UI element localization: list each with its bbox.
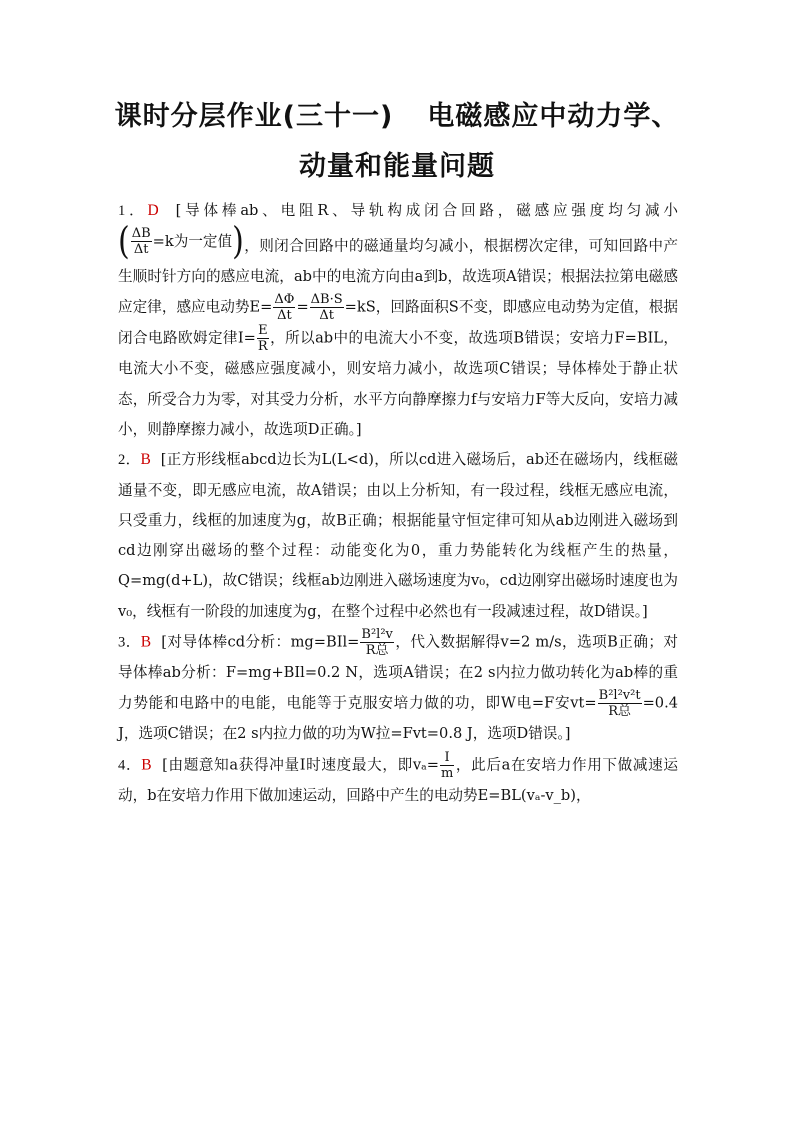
- fraction-numerator: B²l²v: [361, 627, 393, 643]
- fraction: [310, 292, 344, 323]
- explanation-text: ，所以ab中的电流大小不变，故选项B错误；安培力F=BIL，电流大小不变，磁感应强度减小，则安培力减小，故选项C错误；导体棒处于静止状态，所受合力为零，对其受力分析，水平方向静摩擦力f与安培力F等大反向，安培力减小，则静摩擦力减小，故选项D正确。]: [118, 329, 678, 438]
- fraction-denominator: Δt: [131, 241, 152, 257]
- fraction-numerator: ΔB·S: [310, 292, 343, 308]
- title-part-a: 课时分层作业(三十一): [114, 101, 394, 132]
- explanation-text: =kS，回路面积S不变，即感应电动势为定值，根据闭合电路欧姆定律I=: [118, 298, 678, 347]
- answer-item-4: [118, 750, 678, 811]
- fraction-denominator: Δt: [273, 307, 295, 323]
- explanation-text: =: [296, 298, 309, 316]
- fraction-numerator: B²l²v²t: [598, 688, 641, 704]
- answer-content: [118, 196, 678, 811]
- answer-item-2: [118, 445, 678, 627]
- fraction-numerator: ΔΦ: [274, 292, 295, 308]
- item-number: 1．: [118, 203, 148, 219]
- item-number: 4．: [118, 757, 142, 774]
- fraction: [360, 627, 393, 658]
- fraction: [440, 750, 454, 781]
- answer-item-1: [118, 196, 678, 445]
- page-title-line-2: 动量和能量问题: [299, 151, 495, 182]
- item-number: 2．: [118, 452, 141, 469]
- explanation-text: [对导体棒cd分析：mg=BIl=: [161, 633, 360, 651]
- explanation-text: =k为一定值: [152, 232, 233, 250]
- fraction-denominator: R总: [598, 703, 642, 719]
- fraction-denominator: m: [440, 765, 454, 781]
- fraction: [257, 323, 269, 354]
- fraction-denominator: R总: [360, 642, 393, 658]
- explanation-text: ，此后a在安培力作用下做减速运动，b在安培力作用下做加速运动，回路中产生的电动势E=BL(vₐ-v_b)，: [118, 756, 678, 804]
- explanation-text: ，代入数据解得v=2 m/s，选项B正确；对导体棒ab分析：F=mg+BIl=0.2 N，选项A错误；在2 s内拉力做功转化为ab棒的重力势能和电路中的电能，电能等于克服安培力做的功，即W电=F安vt=: [118, 633, 678, 712]
- answer-letter: B: [141, 756, 152, 774]
- answer-letter: B: [140, 451, 151, 469]
- title-part-b: 电磁感应中动力学、: [427, 101, 680, 132]
- item-number: 3．: [118, 634, 141, 651]
- fraction: [598, 688, 642, 719]
- explanation-text: =0.4 J，选项C错误；在2 s内拉力做的功为W拉=Fvt=0.8 J，选项D错误。]: [118, 694, 678, 743]
- explanation-text: [由题意知a获得冲量I时速度最大，即vₐ=: [162, 756, 439, 774]
- fraction-numerator: ΔB: [131, 226, 151, 242]
- explanation-text: [导体棒ab、电阻R、导轨构成闭合回路，磁感应强度均匀减小: [175, 202, 678, 219]
- explanation-text: ，则闭合回路中的磁通量均匀减小，根据楞次定律，可知回路中产生顺时针方向的感应电流，ab中的电流方向由a到b，故选项A错误；根据法拉第电磁感应定律，感应电动势E=: [118, 237, 678, 316]
- fraction: [273, 292, 295, 323]
- explanation-text: [正方形线框abcd边长为L(L<d)，所以cd进入磁场后，ab还在磁场内，线框磁通量不变，即无感应电流，故A错误；由以上分析知，有一段过程，线框无感应电流，只受重力，线框的加速度为g，故B正确；根据能量守恒定律可知从ab边刚进入磁场到cd边刚穿出磁场的整个过程：动能变化为0，重力势能转化为线框产生的热量，Q=mg(d+L)，故C错误；线框ab边刚进入磁场速度为v₀，cd边刚穿出磁场时速度也为v₀，线框有一阶段的加速度为g，在整个过程中必然也有一段减速过程，故D错误。]: [118, 451, 678, 620]
- fraction-denominator: Δt: [310, 307, 344, 323]
- parenthesized-expression: ( $\frac{\Delta B}{\Delta t}$ =k为一定值 ): [118, 219, 244, 264]
- page-title-line-1: [0, 100, 794, 134]
- fraction-numerator: I: [444, 749, 450, 765]
- answer-letter: D: [147, 202, 159, 219]
- answer-item-3: [118, 627, 678, 750]
- fraction: [131, 226, 152, 257]
- fraction-denominator: R: [257, 339, 268, 355]
- answer-letter: B: [140, 633, 152, 651]
- fraction-numerator: E: [258, 323, 268, 339]
